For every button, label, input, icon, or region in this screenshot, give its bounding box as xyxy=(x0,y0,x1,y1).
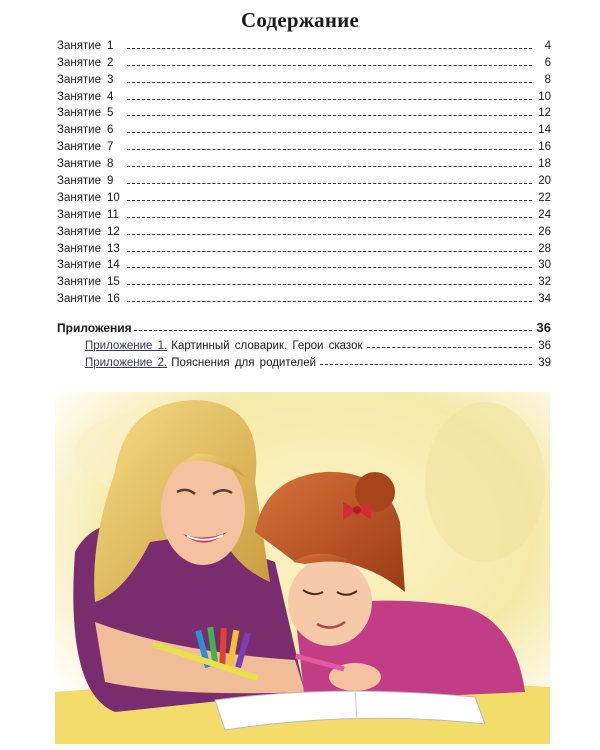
dot-leader xyxy=(127,48,532,49)
lesson-number: 5 xyxy=(107,107,114,120)
mother-face xyxy=(161,455,245,565)
lesson-page: 26 xyxy=(538,225,551,238)
toc-row-lesson-12[interactable] xyxy=(57,222,551,239)
dot-leader xyxy=(127,183,532,184)
dot-leader xyxy=(127,99,532,100)
appendix-title-2: Пояснения для родителей xyxy=(171,357,317,370)
toc-row-lesson-2[interactable] xyxy=(57,53,551,70)
appendix-link-2[interactable]: Приложение 2. xyxy=(85,357,168,370)
lesson-page: 22 xyxy=(538,191,551,204)
lesson-label: Занятие xyxy=(57,158,102,171)
dot-leader xyxy=(127,82,532,83)
lesson-number: 2 xyxy=(107,56,114,69)
dot-leader xyxy=(127,234,532,235)
lesson-label: Занятие xyxy=(57,293,102,306)
lesson-list xyxy=(57,36,551,306)
lesson-label: Занятие xyxy=(57,90,102,103)
dot-leader xyxy=(127,284,532,285)
dot-leader xyxy=(127,251,532,252)
lesson-label: Занятие xyxy=(57,259,102,272)
lesson-number: 3 xyxy=(107,73,114,86)
dot-leader xyxy=(127,267,532,268)
lesson-label: Занятие xyxy=(57,73,102,86)
toc-row-lesson-6[interactable] xyxy=(57,120,551,137)
toc-row-lesson-4[interactable] xyxy=(57,87,551,104)
appendix-title-1: Картинный словарик. Герои сказок xyxy=(171,340,363,353)
lesson-label: Занятие xyxy=(57,191,102,204)
lesson-label: Занятие xyxy=(57,225,102,238)
dot-leader xyxy=(127,149,532,150)
lesson-page: 12 xyxy=(538,107,551,120)
appendix-row-1[interactable] xyxy=(57,335,551,352)
toc-row-lesson-5[interactable] xyxy=(57,104,551,121)
lesson-page: 32 xyxy=(538,276,551,289)
appendices-page: 36 xyxy=(536,320,551,336)
appendices-heading: Приложения xyxy=(57,321,132,336)
lesson-number: 13 xyxy=(107,242,120,255)
lesson-label: Занятие xyxy=(57,141,102,154)
lesson-page: 4 xyxy=(544,39,551,52)
appendix-row-2[interactable] xyxy=(57,352,551,369)
lesson-label: Занятие xyxy=(57,56,102,69)
table-of-contents xyxy=(57,36,551,369)
lesson-label: Занятие xyxy=(57,175,102,188)
lesson-number: 1 xyxy=(107,39,114,52)
page-title: Содержание xyxy=(241,8,359,32)
dot-leader xyxy=(320,364,532,365)
dot-leader xyxy=(127,115,532,116)
dot-leader xyxy=(127,166,532,167)
lesson-page: 18 xyxy=(538,158,551,171)
toc-row-lesson-9[interactable] xyxy=(57,171,551,188)
lesson-number: 8 xyxy=(107,158,114,171)
appendix-page-1: 36 xyxy=(538,340,551,353)
lesson-number: 9 xyxy=(107,175,114,188)
toc-row-lesson-11[interactable] xyxy=(57,205,551,222)
toc-row-lesson-13[interactable] xyxy=(57,239,551,256)
lesson-number: 10 xyxy=(107,191,120,204)
toc-row-lesson-15[interactable] xyxy=(57,272,551,289)
dot-leader xyxy=(134,330,532,331)
lesson-label: Занятие xyxy=(57,39,102,52)
lesson-label: Занятие xyxy=(57,107,102,120)
lesson-page: 8 xyxy=(544,73,551,86)
lesson-page: 14 xyxy=(538,124,551,137)
appendix-link-1[interactable]: Приложение 1. xyxy=(85,340,168,353)
toc-row-lesson-8[interactable] xyxy=(57,154,551,171)
toc-row-lesson-16[interactable] xyxy=(57,289,551,306)
toc-row-lesson-1[interactable] xyxy=(57,36,551,53)
dot-leader xyxy=(127,301,532,302)
lesson-page: 6 xyxy=(544,56,551,69)
appendix-page-2: 39 xyxy=(538,357,551,370)
toc-row-lesson-14[interactable] xyxy=(57,256,551,273)
dot-leader xyxy=(127,132,532,133)
lesson-label: Занятие xyxy=(57,208,102,221)
lesson-number: 15 xyxy=(107,276,120,289)
lesson-page: 24 xyxy=(538,208,551,221)
lesson-number: 7 xyxy=(107,141,114,154)
appendices-heading-row[interactable] xyxy=(57,318,551,335)
dot-leader xyxy=(127,217,532,218)
mother-daughter-illustration xyxy=(55,392,550,744)
lesson-page: 16 xyxy=(538,141,551,154)
lesson-label: Занятие xyxy=(57,276,102,289)
lesson-number: 11 xyxy=(107,208,119,221)
lesson-label: Занятие xyxy=(57,242,102,255)
dot-leader xyxy=(127,200,532,201)
lesson-number: 16 xyxy=(107,293,120,306)
toc-row-lesson-7[interactable] xyxy=(57,137,551,154)
toc-row-lesson-3[interactable] xyxy=(57,70,551,87)
lesson-page: 28 xyxy=(538,242,551,255)
dot-leader xyxy=(367,347,532,348)
lesson-number: 4 xyxy=(107,90,114,103)
toc-row-lesson-10[interactable] xyxy=(57,188,551,205)
dot-leader xyxy=(127,65,532,66)
lesson-page: 10 xyxy=(538,90,551,103)
lesson-page: 20 xyxy=(538,175,551,188)
lesson-label: Занятие xyxy=(57,124,102,137)
girl-face xyxy=(288,558,372,646)
lesson-number: 12 xyxy=(107,225,120,238)
lesson-number: 14 xyxy=(107,259,120,272)
lesson-page: 34 xyxy=(538,293,551,306)
lesson-page: 30 xyxy=(538,259,551,272)
lesson-number: 6 xyxy=(107,124,114,137)
